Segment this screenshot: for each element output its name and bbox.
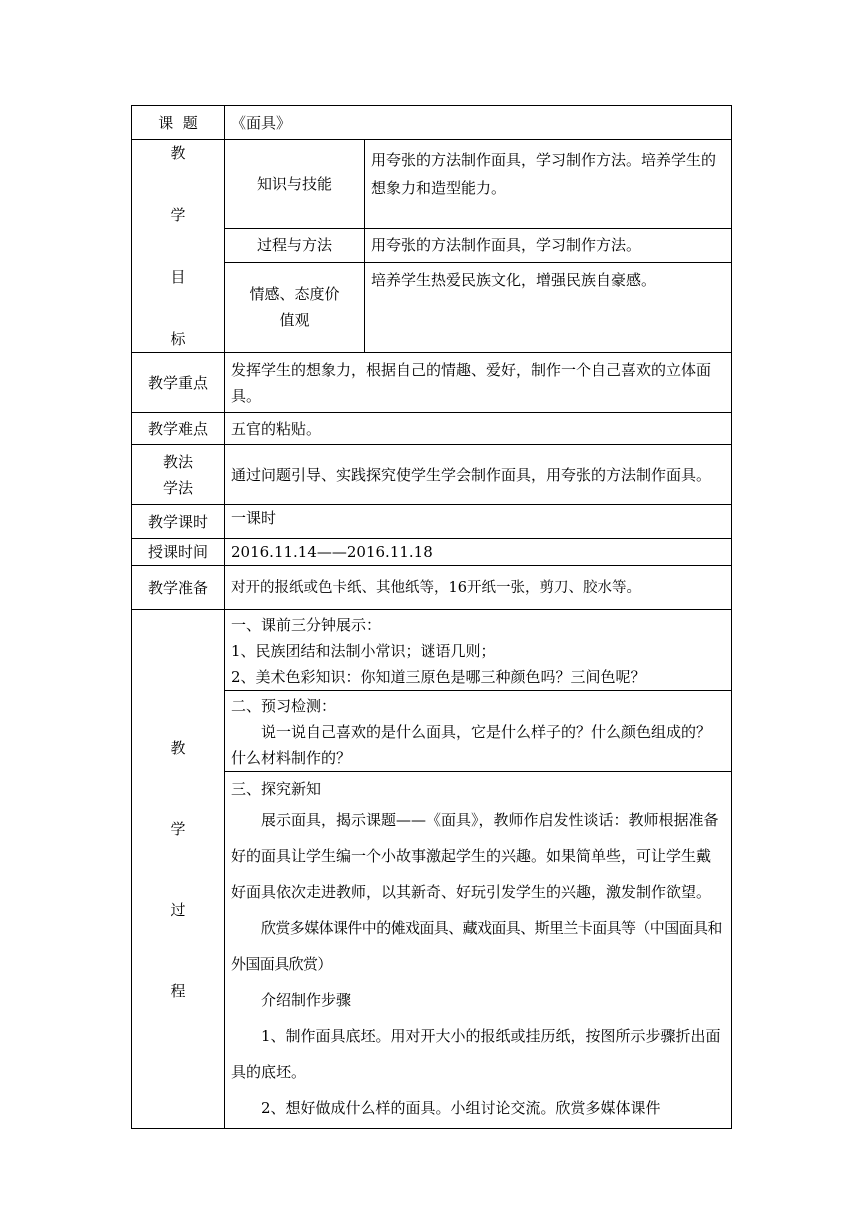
process-label: 教 学 过 程	[132, 610, 225, 1129]
method-row	[132, 445, 732, 505]
key-point-row	[132, 353, 732, 413]
time-text: 2016.11.14——2016.11.18	[225, 539, 732, 566]
hours-text: 一课时	[225, 505, 732, 539]
explore-paragraph: 1、制作面具底坯。用对开大小的报纸或挂历纸，按图所示步骤折出面具的底坯。	[231, 1027, 721, 1081]
time-label: 授课时间	[132, 539, 225, 566]
prep-text: 对开的报纸或色卡纸、其他纸等，16开纸一张，剪刀、胶水等。	[225, 566, 732, 610]
key-point-text: 发挥学生的想象力，根据自己的情趣、爱好，制作一个自己喜欢的立体面具。	[225, 353, 732, 413]
goal-text: 培养学生热爱民族文化，增强民族自豪感。	[365, 262, 732, 352]
method-text: 通过问题引导、实践探究使学生学会制作面具，用夸张的方法制作面具。	[225, 445, 732, 505]
preview-title: 二、预习检测：	[231, 697, 337, 715]
difficulty-row	[132, 413, 732, 445]
topic-label: 课 题	[132, 106, 225, 140]
warmup-item: 1、民族团结和法制小常识；谜语几则；	[231, 642, 496, 660]
lesson-plan-table	[131, 105, 732, 1129]
prep-label: 教学准备	[132, 566, 225, 610]
prep-row	[132, 566, 732, 610]
goal-row-1	[132, 140, 732, 229]
warmup-section	[225, 610, 732, 691]
explore-paragraph: 介绍制作步骤	[261, 991, 352, 1009]
explore-paragraph: 欣赏多媒体课件中的傩戏面具、藏戏面具、斯里兰卡面具等（中国面具和外国面具欣赏）	[231, 919, 722, 973]
goals-label: 教 学 目 标	[132, 140, 225, 353]
difficulty-label: 教学难点	[132, 413, 225, 445]
goal-sub-label: 过程与方法	[225, 229, 365, 262]
process-row-1	[132, 610, 732, 691]
hours-row	[132, 505, 732, 539]
goal-text: 用夸张的方法制作面具，学习制作方法。培养学生的想象力和造型能力。	[365, 140, 732, 229]
goal-sub-label: 知识与技能	[225, 140, 365, 229]
goal-sub-label: 情感、态度价值观	[225, 262, 365, 352]
preview-text: 说一说自己喜欢的是什么面具，它是什么样子的？什么颜色组成的？什么材料制作的？	[231, 723, 712, 767]
time-row	[132, 539, 732, 566]
hours-label: 教学课时	[132, 505, 225, 539]
difficulty-text: 五官的粘贴。	[225, 413, 732, 445]
topic-row	[132, 106, 732, 140]
warmup-title: 一、课前三分钟展示：	[231, 616, 382, 634]
explore-title: 三、探究新知	[231, 780, 322, 798]
topic-value: 《面具》	[225, 106, 732, 140]
key-point-label: 教学重点	[132, 353, 225, 413]
explore-paragraph: 展示面具，揭示课题——《面具》，教师作启发性谈话：教师根据准备好的面具让学生编一个小故事激起学生的兴趣。如果简单些，可让学生戴好面具依次走进教师，以其新奇、好玩引发学生的兴趣，激发制作欲望。	[231, 811, 719, 901]
warmup-item: 2、美术色彩知识：你知道三原色是哪三种颜色吗？三间色呢？	[231, 668, 646, 686]
goal-text: 用夸张的方法制作面具，学习制作方法。	[365, 229, 732, 262]
explore-section	[225, 772, 732, 1129]
explore-paragraph: 2、想好做成什么样的面具。小组讨论交流。欣赏多媒体课件	[261, 1099, 661, 1117]
method-label: 教法学法	[132, 445, 225, 505]
preview-section	[225, 691, 732, 772]
